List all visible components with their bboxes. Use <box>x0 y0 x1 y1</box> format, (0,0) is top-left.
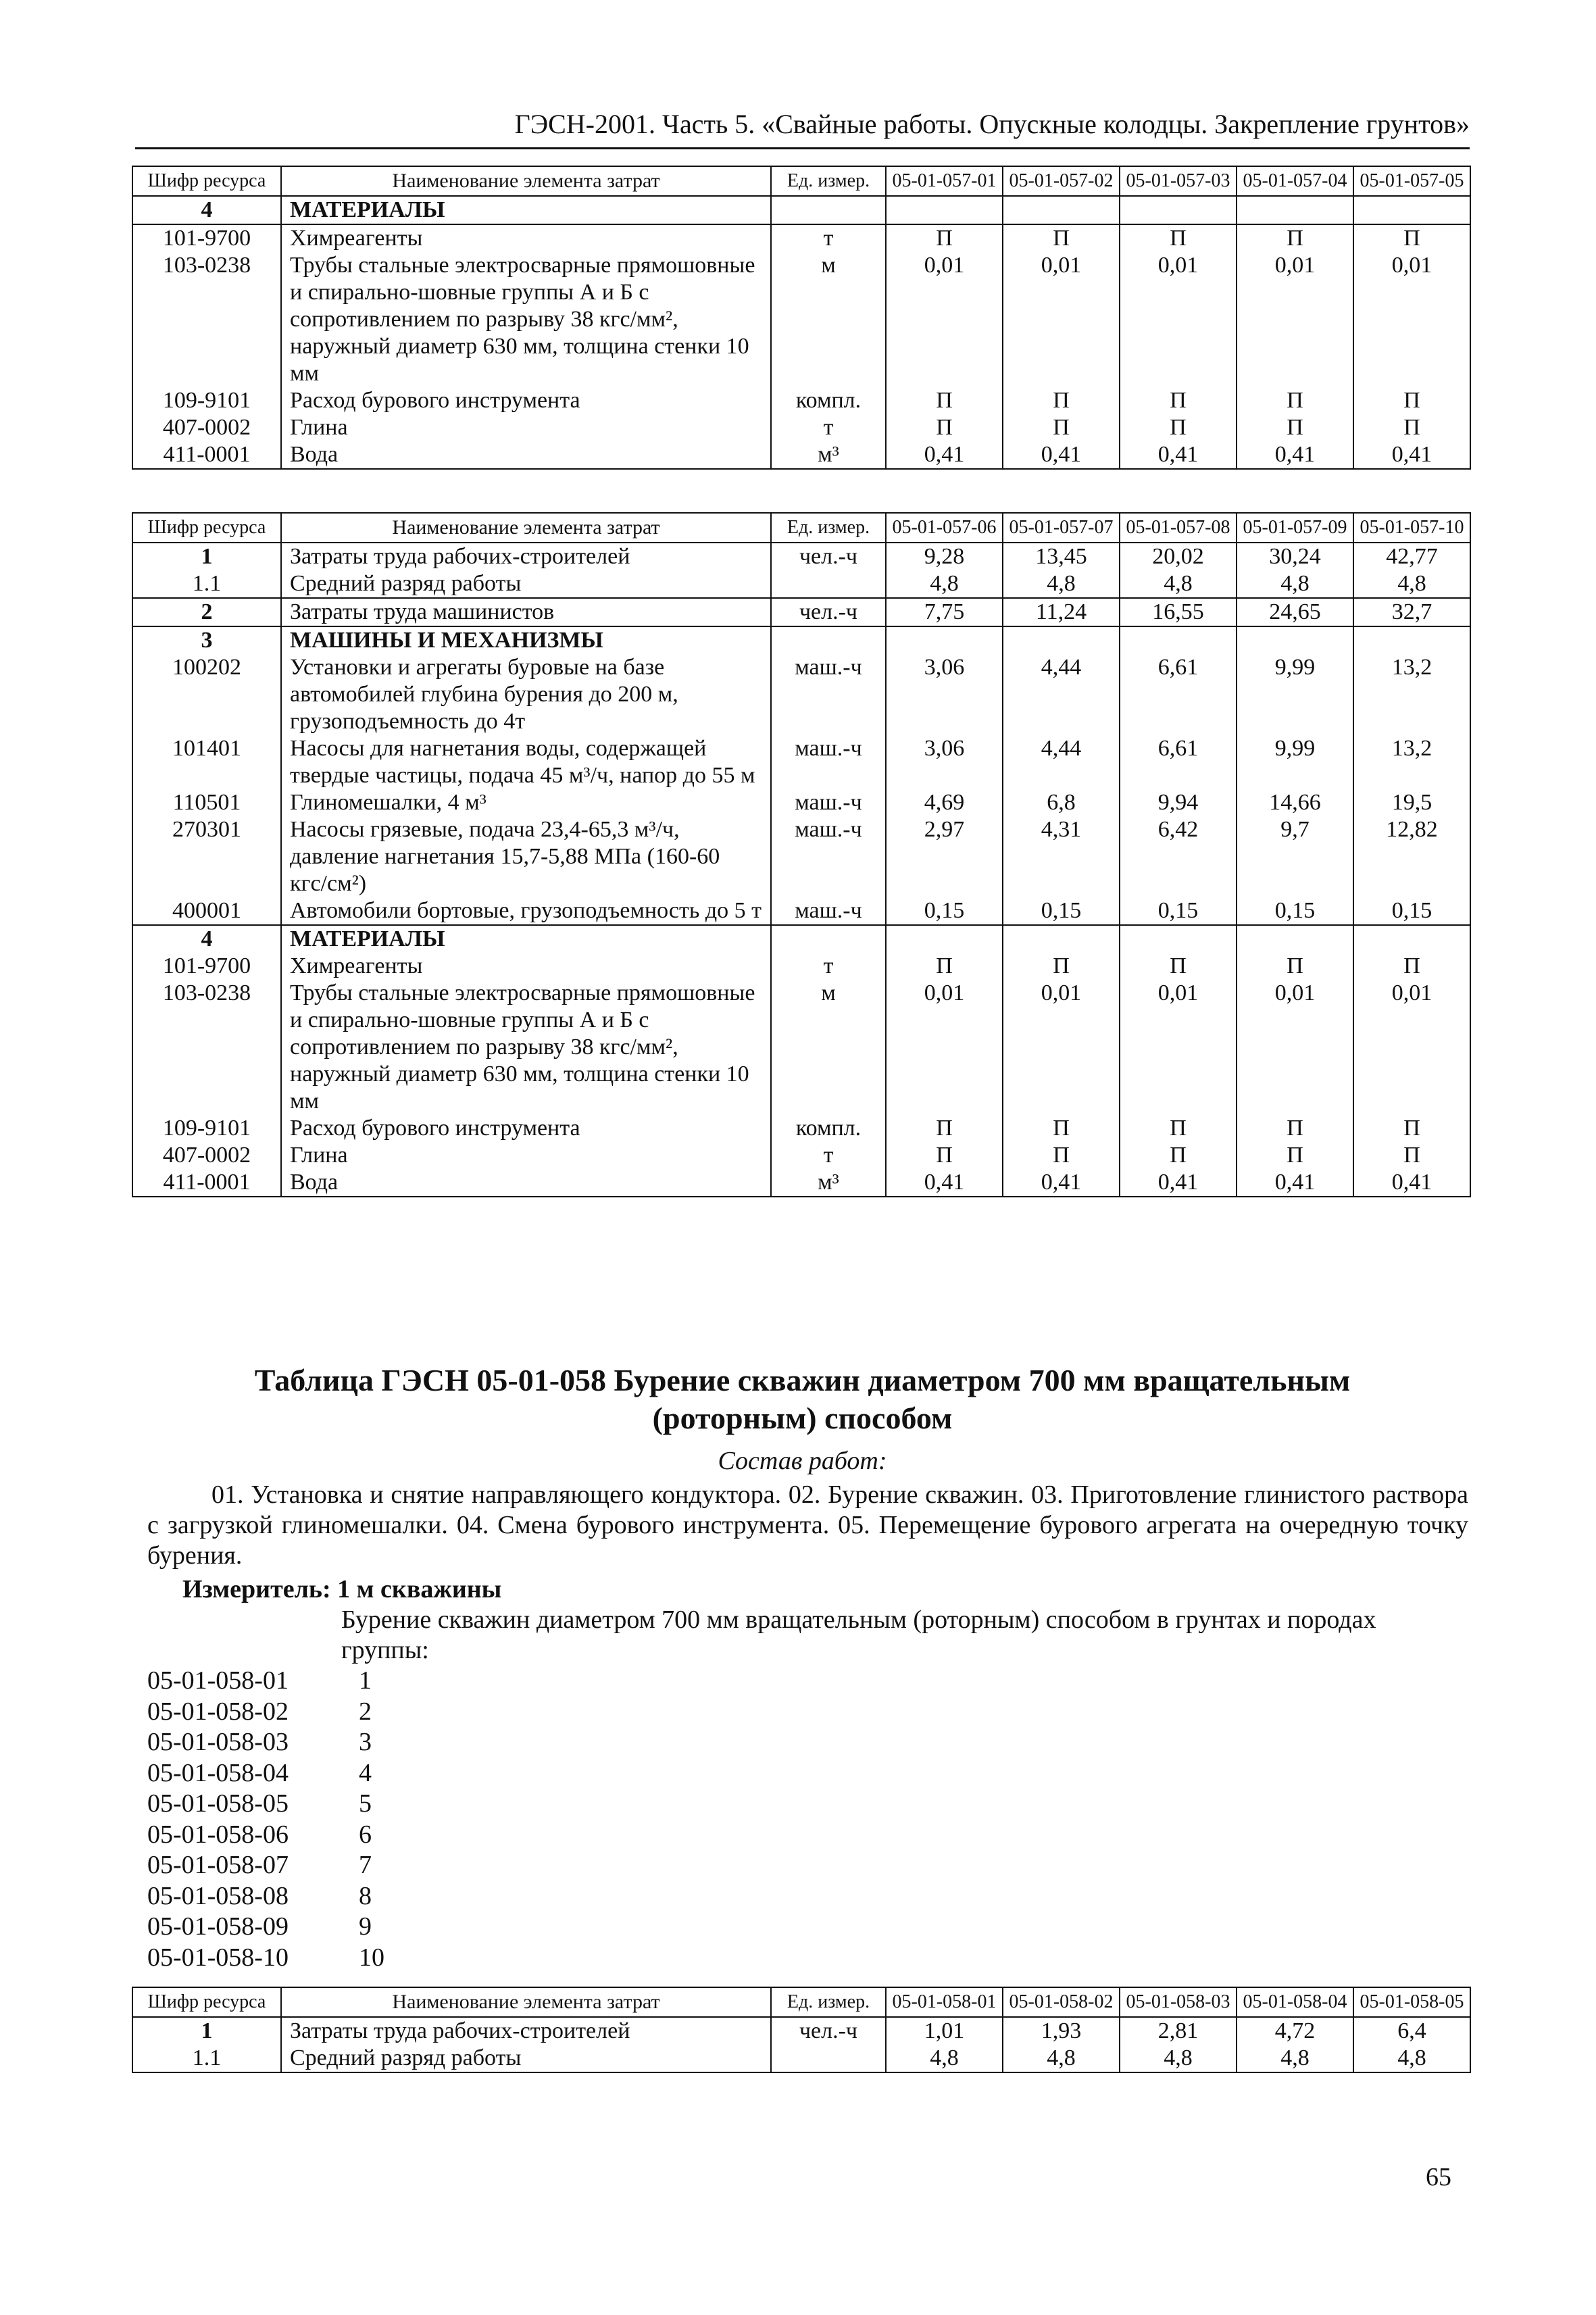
resource-code: 101-9700 <box>132 224 281 252</box>
resource-value: 4,8 <box>1237 570 1353 598</box>
resource-value: 19,5 <box>1353 789 1470 816</box>
table-row <box>132 2017 1470 2045</box>
table-row <box>132 654 1470 735</box>
resource-value: П <box>1237 414 1353 441</box>
resource-name: Трубы стальные электросварные прямошовные и спирально-шовные группы А и Б с сопротивлением по разрыву 38 кгс/мм², наружный диаметр 630 мм, толщина стенки 10 мм <box>281 980 771 1115</box>
table-row <box>132 1142 1470 1169</box>
resource-value: П <box>1120 414 1237 441</box>
norm-code-item <box>147 1666 384 1697</box>
resource-code: 101401 <box>132 735 281 789</box>
soil-group: 8 <box>359 1881 372 1910</box>
header-norm-code: 05-01-057-08 <box>1120 513 1237 543</box>
resource-name: Установки и агрегаты буровые на базе автомобилей глубина бурения до 200 м, грузоподъемность до 4т <box>281 654 771 735</box>
page-header: ГЭСН-2001. Часть 5. «Свайные работы. Опускные колодцы. Закрепление грунтов» <box>135 101 1470 149</box>
resource-value: П <box>1003 953 1120 980</box>
resource-unit: т <box>771 414 886 441</box>
resource-value: 6,61 <box>1120 654 1237 735</box>
header-norm-code: 05-01-058-03 <box>1120 1987 1237 2017</box>
table-row <box>132 2045 1470 2072</box>
resource-unit: компл. <box>771 387 886 414</box>
resource-unit: маш.-ч <box>771 816 886 897</box>
resource-value <box>1353 626 1470 654</box>
resource-value: П <box>1003 224 1120 252</box>
resource-code: 407-0002 <box>132 414 281 441</box>
norm-code: 05-01-058-09 <box>147 1912 289 1941</box>
resource-value: П <box>886 953 1003 980</box>
norm-description: Бурение скважин диаметром 700 мм вращательным (роторным) способом в грунтах и породах группы: <box>341 1605 1376 1664</box>
resource-unit: компл. <box>771 1115 886 1142</box>
header-norm-code: 05-01-057-03 <box>1120 166 1237 196</box>
resource-value: 0,01 <box>1003 252 1120 387</box>
table-row <box>132 252 1470 387</box>
header-norm-code: 05-01-057-07 <box>1003 513 1120 543</box>
resource-unit: т <box>771 953 886 980</box>
resource-name: МАТЕРИАЛЫ <box>281 196 771 224</box>
resource-value: 0,41 <box>1003 441 1120 469</box>
resource-value: 1,01 <box>886 2017 1003 2045</box>
header-name: Наименование элемента затрат <box>281 166 771 196</box>
resource-value: 13,45 <box>1003 543 1120 570</box>
resource-value: 30,24 <box>1237 543 1353 570</box>
resource-value: 4,8 <box>1120 570 1237 598</box>
resource-code: 100202 <box>132 654 281 735</box>
table-row <box>132 816 1470 897</box>
resource-unit: маш.-ч <box>771 735 886 789</box>
resource-value: П <box>1353 953 1470 980</box>
resource-value <box>1353 925 1470 953</box>
table-header-row <box>132 166 1470 196</box>
resource-value: 4,72 <box>1237 2017 1353 2045</box>
header-norm-code: 05-01-057-05 <box>1353 166 1470 196</box>
resource-value: П <box>1237 953 1353 980</box>
resource-value: П <box>886 387 1003 414</box>
table-row <box>132 789 1470 816</box>
resource-name: Глина <box>281 414 771 441</box>
resource-value <box>886 626 1003 654</box>
norm-code: 05-01-058-10 <box>147 1943 289 1972</box>
resource-value <box>1120 925 1237 953</box>
header-norm-code: 05-01-058-02 <box>1003 1987 1120 2017</box>
resource-name: Трубы стальные электросварные прямошовные и спирально-шовные группы А и Б с сопротивлением по разрыву 38 кгс/мм², наружный диаметр 630 мм, толщина стенки 10 мм <box>281 252 771 387</box>
resource-value: 0,41 <box>1237 441 1353 469</box>
resource-unit: т <box>771 1142 886 1169</box>
resource-unit: чел.-ч <box>771 543 886 570</box>
resource-table-057-06-10 <box>132 512 1471 1197</box>
resource-value: 0,01 <box>886 252 1003 387</box>
resource-unit: т <box>771 224 886 252</box>
table-row <box>132 1169 1470 1197</box>
soil-group: 7 <box>359 1851 372 1879</box>
resource-value: П <box>1120 953 1237 980</box>
resource-value: 0,01 <box>1120 980 1237 1115</box>
resource-value: 0,15 <box>886 897 1003 925</box>
header-norm-code: 05-01-057-01 <box>886 166 1003 196</box>
norm-code-item <box>147 1850 384 1881</box>
section-title-line1: Таблица ГЭСН 05-01-058 Бурение скважин диаметром 700 мм вращательным <box>254 1363 1351 1397</box>
resource-code: 407-0002 <box>132 1142 281 1169</box>
soil-group: 3 <box>359 1728 372 1756</box>
norm-code-list <box>147 1666 384 1973</box>
resource-value: П <box>1003 414 1120 441</box>
resource-name: Затраты труда рабочих-строителей <box>281 2017 771 2045</box>
resource-value: 0,41 <box>886 441 1003 469</box>
resource-value: 4,8 <box>886 2045 1003 2072</box>
resource-value: 14,66 <box>1237 789 1353 816</box>
resource-code: 411-0001 <box>132 441 281 469</box>
resource-value: 12,82 <box>1353 816 1470 897</box>
resource-value: П <box>1353 1115 1470 1142</box>
resource-value: П <box>1353 414 1470 441</box>
resource-value: П <box>1120 387 1237 414</box>
resource-value: 6,4 <box>1353 2017 1470 2045</box>
resource-value: П <box>1003 1142 1120 1169</box>
resource-name: Глина <box>281 1142 771 1169</box>
soil-group: 5 <box>359 1789 372 1818</box>
resource-name: Расход бурового инструмента <box>281 387 771 414</box>
header-norm-code: 05-01-058-05 <box>1353 1987 1470 2017</box>
norm-code-item <box>147 1727 384 1758</box>
soil-group: 10 <box>359 1943 384 1972</box>
table-row <box>132 414 1470 441</box>
resource-value: 4,8 <box>1003 2045 1120 2072</box>
resource-value: П <box>1237 387 1353 414</box>
resource-unit: маш.-ч <box>771 789 886 816</box>
resource-value: 42,77 <box>1353 543 1470 570</box>
norm-code-item <box>147 1758 384 1789</box>
resource-code: 1.1 <box>132 2045 281 2072</box>
resource-name: Глиномешалки, 4 м³ <box>281 789 771 816</box>
resource-value: 2,81 <box>1120 2017 1237 2045</box>
resource-name: Затраты труда машинистов <box>281 598 771 626</box>
resource-name: Вода <box>281 441 771 469</box>
header-name: Наименование элемента затрат <box>281 513 771 543</box>
resource-value <box>1237 626 1353 654</box>
resource-unit <box>771 570 886 598</box>
header-norm-code: 05-01-057-04 <box>1237 166 1353 196</box>
resource-value: П <box>1120 224 1237 252</box>
table-row <box>132 224 1470 252</box>
header-norm-code: 05-01-057-10 <box>1353 513 1470 543</box>
resource-value: 6,42 <box>1120 816 1237 897</box>
resource-unit <box>771 196 886 224</box>
resource-name: Средний разряд работы <box>281 570 771 598</box>
resource-value: 13,2 <box>1353 654 1470 735</box>
norm-code: 05-01-058-05 <box>147 1789 289 1818</box>
norm-code: 05-01-058-02 <box>147 1697 289 1726</box>
resource-code: 1 <box>132 2017 281 2045</box>
resource-value: 0,01 <box>886 980 1003 1115</box>
resource-unit: м <box>771 252 886 387</box>
table-row <box>132 953 1470 980</box>
resource-value: 9,94 <box>1120 789 1237 816</box>
resource-unit: чел.-ч <box>771 598 886 626</box>
soil-group: 4 <box>359 1758 372 1787</box>
resource-unit: чел.-ч <box>771 2017 886 2045</box>
resource-code: 3 <box>132 626 281 654</box>
norm-code: 05-01-058-03 <box>147 1728 289 1756</box>
header-unit: Ед. измер. <box>771 513 886 543</box>
header-norm-code: 05-01-058-04 <box>1237 1987 1353 2017</box>
resource-unit: м <box>771 980 886 1115</box>
resource-unit <box>771 2045 886 2072</box>
soil-group: 9 <box>359 1912 372 1941</box>
norm-code-item <box>147 1881 384 1912</box>
resource-value: 0,41 <box>1120 1169 1237 1197</box>
resource-value: 4,31 <box>1003 816 1120 897</box>
norm-code-item <box>147 1697 384 1728</box>
resource-value: 0,15 <box>1353 897 1470 925</box>
measure-value: 1 м скважины <box>337 1575 502 1603</box>
header-unit: Ед. измер. <box>771 166 886 196</box>
resource-value: 0,01 <box>1003 980 1120 1115</box>
header-unit: Ед. измер. <box>771 1987 886 2017</box>
soil-group: 1 <box>359 1666 372 1695</box>
resource-value: 4,8 <box>1237 2045 1353 2072</box>
resource-name: Автомобили бортовые, грузоподъемность до 5 т <box>281 897 771 925</box>
resource-value: 0,15 <box>1003 897 1120 925</box>
resource-value: 0,41 <box>1237 1169 1353 1197</box>
header-norm-code: 05-01-057-06 <box>886 513 1003 543</box>
resource-value: 0,01 <box>1120 252 1237 387</box>
resource-name: Расход бурового инструмента <box>281 1115 771 1142</box>
norm-code: 05-01-058-04 <box>147 1758 289 1787</box>
resource-value: 4,8 <box>886 570 1003 598</box>
resource-code: 1.1 <box>132 570 281 598</box>
resource-value: 0,15 <box>1120 897 1237 925</box>
table-header-row <box>132 513 1470 543</box>
resource-value: П <box>886 224 1003 252</box>
table-row <box>132 441 1470 469</box>
resource-value: П <box>1353 387 1470 414</box>
resource-value: 3,06 <box>886 654 1003 735</box>
table-row <box>132 570 1470 598</box>
resource-value: 0,41 <box>1120 441 1237 469</box>
resource-value: П <box>1237 1115 1353 1142</box>
resource-value: 4,8 <box>1353 2045 1470 2072</box>
norm-code-item <box>147 1820 384 1851</box>
header-norm-code: 05-01-057-09 <box>1237 513 1353 543</box>
resource-value: 32,7 <box>1353 598 1470 626</box>
resource-code: 109-9101 <box>132 1115 281 1142</box>
resource-name: Химреагенты <box>281 953 771 980</box>
resource-name: МАШИНЫ И МЕХАНИЗМЫ <box>281 626 771 654</box>
resource-value: 4,8 <box>1353 570 1470 598</box>
resource-value: 9,99 <box>1237 735 1353 789</box>
resource-code: 110501 <box>132 789 281 816</box>
header-norm-code: 05-01-058-01 <box>886 1987 1003 2017</box>
header-code: Шифр ресурса <box>132 513 281 543</box>
measure-label: Измеритель: <box>182 1575 331 1603</box>
resource-value: 1,93 <box>1003 2017 1120 2045</box>
resource-unit <box>771 626 886 654</box>
table-row <box>132 543 1470 570</box>
measure-line <box>182 1574 501 1604</box>
resource-name: Вода <box>281 1169 771 1197</box>
norm-code-item <box>147 1912 384 1943</box>
resource-value: П <box>1003 1115 1120 1142</box>
table-row <box>132 897 1470 925</box>
resource-value: 2,97 <box>886 816 1003 897</box>
resource-code: 1 <box>132 543 281 570</box>
header-code: Шифр ресурса <box>132 166 281 196</box>
norm-code: 05-01-058-08 <box>147 1881 289 1910</box>
resource-value: П <box>1003 387 1120 414</box>
resource-value: 7,75 <box>886 598 1003 626</box>
section-title <box>135 1362 1470 1437</box>
resource-value <box>1003 925 1120 953</box>
resource-value: 13,2 <box>1353 735 1470 789</box>
resource-name: Средний разряд работы <box>281 2045 771 2072</box>
soil-group: 2 <box>359 1697 372 1726</box>
resource-value: П <box>1120 1142 1237 1169</box>
table-row <box>132 387 1470 414</box>
resource-value: 0,41 <box>1003 1169 1120 1197</box>
resource-value: П <box>1353 1142 1470 1169</box>
resource-code: 4 <box>132 925 281 953</box>
resource-name: Химреагенты <box>281 224 771 252</box>
resource-value <box>1120 196 1237 224</box>
resource-code: 101-9700 <box>132 953 281 980</box>
resource-value: 4,44 <box>1003 654 1120 735</box>
resource-value <box>1353 196 1470 224</box>
resource-value <box>1003 626 1120 654</box>
resource-value: 0,01 <box>1237 252 1353 387</box>
resource-value: 0,41 <box>1353 1169 1470 1197</box>
resource-value: П <box>886 414 1003 441</box>
table-row <box>132 980 1470 1115</box>
resource-unit: м³ <box>771 441 886 469</box>
resource-value: П <box>1237 224 1353 252</box>
resource-value <box>886 196 1003 224</box>
resource-unit: маш.-ч <box>771 654 886 735</box>
resource-value: 9,28 <box>886 543 1003 570</box>
norm-code-item <box>147 1789 384 1820</box>
resource-name: Насосы для нагнетания воды, содержащей твердые частицы, подача 45 м³/ч, напор до 55 м <box>281 735 771 789</box>
resource-value: 4,8 <box>1120 2045 1237 2072</box>
header-code: Шифр ресурса <box>132 1987 281 2017</box>
table-row <box>132 598 1470 626</box>
resource-value: 9,99 <box>1237 654 1353 735</box>
resource-table-057-01-05 <box>132 166 1471 470</box>
table-header-row <box>132 1987 1470 2017</box>
resource-name: Насосы грязевые, подача 23,4-65,3 м³/ч, давление нагнетания 15,7-5,88 МПа (160-60 кгс/см²) <box>281 816 771 897</box>
table-row <box>132 925 1470 953</box>
norm-code: 05-01-058-06 <box>147 1820 289 1849</box>
resource-value: 4,8 <box>1003 570 1120 598</box>
resource-code: 2 <box>132 598 281 626</box>
resource-value <box>1237 196 1353 224</box>
resource-value: 0,15 <box>1237 897 1353 925</box>
resource-name: МАТЕРИАЛЫ <box>281 925 771 953</box>
resource-value <box>1120 626 1237 654</box>
resource-code: 4 <box>132 196 281 224</box>
resource-value: 20,02 <box>1120 543 1237 570</box>
norm-code-item <box>147 1943 384 1974</box>
resource-code: 103-0238 <box>132 252 281 387</box>
table-row <box>132 735 1470 789</box>
resource-code: 400001 <box>132 897 281 925</box>
page-number: 65 <box>1426 2163 1451 2191</box>
soil-group: 6 <box>359 1820 372 1849</box>
resource-unit <box>771 925 886 953</box>
resource-value: 6,8 <box>1003 789 1120 816</box>
resource-value: 0,41 <box>1353 441 1470 469</box>
composition-text: 01. Установка и снятие направляющего кондуктора. 02. Бурение скважин. 03. Приготовление глинистого раствора с загрузкой глиномешалки. 04. Смена бурового инструмента. 05. Перемещение бурового агрегата на очередную точку бурения. <box>147 1480 1468 1570</box>
resource-value: 11,24 <box>1003 598 1120 626</box>
resource-value: П <box>1120 1115 1237 1142</box>
resource-value: 0,01 <box>1353 980 1470 1115</box>
resource-table-058-01-05 <box>132 1987 1471 2073</box>
table-row <box>132 1115 1470 1142</box>
resource-unit: м³ <box>771 1169 886 1197</box>
norm-code: 05-01-058-07 <box>147 1851 289 1879</box>
resource-code: 109-9101 <box>132 387 281 414</box>
resource-value: 0,01 <box>1353 252 1470 387</box>
resource-value: 4,44 <box>1003 735 1120 789</box>
header-norm-code: 05-01-057-02 <box>1003 166 1120 196</box>
resource-value: 0,41 <box>886 1169 1003 1197</box>
resource-code: 103-0238 <box>132 980 281 1115</box>
resource-value: П <box>886 1115 1003 1142</box>
resource-value: 6,61 <box>1120 735 1237 789</box>
resource-unit: маш.-ч <box>771 897 886 925</box>
resource-value: 4,69 <box>886 789 1003 816</box>
table-row <box>132 196 1470 224</box>
resource-value <box>886 925 1003 953</box>
resource-value: П <box>886 1142 1003 1169</box>
resource-value: 9,7 <box>1237 816 1353 897</box>
resource-value: 24,65 <box>1237 598 1353 626</box>
norm-code: 05-01-058-01 <box>147 1666 289 1695</box>
resource-value <box>1003 196 1120 224</box>
resource-value: П <box>1353 224 1470 252</box>
composition-heading: Состав работ: <box>718 1447 887 1475</box>
resource-code: 411-0001 <box>132 1169 281 1197</box>
resource-value: 3,06 <box>886 735 1003 789</box>
section-title-line2: (роторным) способом <box>652 1401 953 1435</box>
resource-value: 0,01 <box>1237 980 1353 1115</box>
table-row <box>132 626 1470 654</box>
resource-name: Затраты труда рабочих-строителей <box>281 543 771 570</box>
header-name: Наименование элемента затрат <box>281 1987 771 2017</box>
resource-value: 16,55 <box>1120 598 1237 626</box>
resource-value <box>1237 925 1353 953</box>
resource-value: П <box>1237 1142 1353 1169</box>
resource-code: 270301 <box>132 816 281 897</box>
